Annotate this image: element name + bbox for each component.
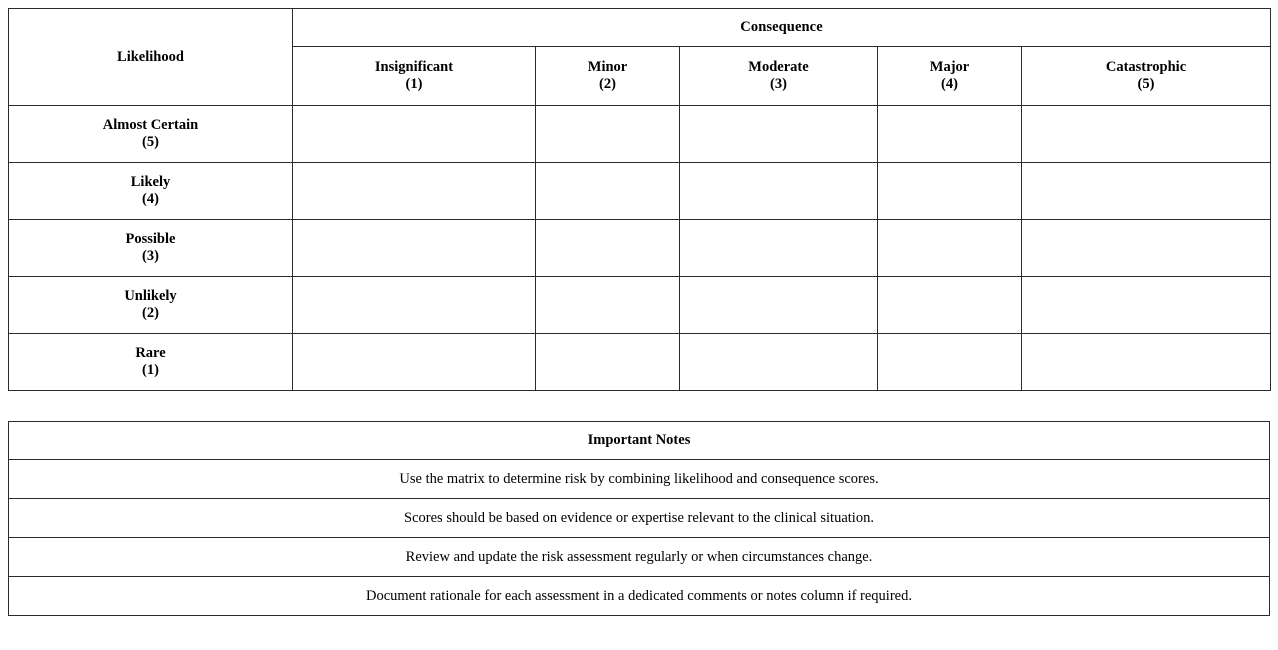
note-item: Review and update the risk assessment regularly or when circumstances change. [9,538,1270,577]
likelihood-row-score: (3) [142,248,159,264]
consequence-column-score: (1) [405,76,423,92]
matrix-cell[interactable] [1022,334,1271,391]
important-notes-header [9,422,1270,460]
matrix-cell[interactable] [293,277,536,334]
likelihood-row-label: Likely [130,174,171,190]
matrix-cell[interactable] [878,277,1022,334]
consequence-column-label: Major [929,59,970,75]
likelihood-row-score: (1) [142,362,159,378]
important-notes-table [8,421,1270,616]
matrix-cell[interactable] [878,163,1022,220]
consequence-column-label: Moderate [748,59,809,75]
likelihood-row-label: Almost Certain [102,117,199,133]
consequence-column-label: Catastrophic [1105,59,1187,75]
consequence-column-label: Insignificant [374,59,454,75]
table-row [9,220,1271,277]
matrix-cell[interactable] [680,334,878,391]
note-item: Document rationale for each assessment in a dedicated comments or notes column if required. [9,577,1270,616]
matrix-cell[interactable] [536,277,680,334]
likelihood-row-possible [9,220,293,277]
matrix-header-row-top [9,9,1271,47]
likelihood-row-rare [9,334,293,391]
matrix-cell[interactable] [1022,163,1271,220]
important-notes-title-row [9,422,1270,460]
table-row [9,106,1271,163]
likelihood-row-unlikely [9,277,293,334]
likelihood-row-score: (5) [142,134,159,150]
matrix-cell[interactable] [878,106,1022,163]
matrix-cell[interactable] [878,334,1022,391]
matrix-cell[interactable] [536,163,680,220]
matrix-header [9,9,1271,106]
consequence-column-major [878,47,1022,106]
note-item: Scores should be based on evidence or expertise relevant to the clinical situation. [9,499,1270,538]
matrix-cell[interactable] [536,220,680,277]
matrix-cell[interactable] [680,106,878,163]
matrix-cell[interactable] [680,163,878,220]
table-row [9,499,1270,538]
matrix-cell[interactable] [536,334,680,391]
likelihood-row-label: Rare [135,345,166,361]
matrix-cell[interactable] [1022,277,1271,334]
matrix-body [9,106,1271,391]
matrix-cell[interactable] [293,220,536,277]
matrix-cell[interactable] [680,220,878,277]
consequence-column-score: (3) [770,76,787,92]
likelihood-row-score: (2) [142,305,159,321]
likelihood-row-score: (4) [142,191,159,207]
matrix-cell[interactable] [293,334,536,391]
matrix-cell[interactable] [1022,106,1271,163]
likelihood-row-label: Possible [125,231,176,247]
consequence-column-catastrophic [1022,47,1271,106]
consequence-header-cell: Consequence [293,9,1271,47]
important-notes-title: Important Notes [9,422,1270,460]
likelihood-row-almost-certain [9,106,293,163]
matrix-cell[interactable] [293,163,536,220]
important-notes-body [9,460,1270,616]
risk-matrix-table-container [8,8,1270,391]
consequence-column-insignificant [293,47,536,106]
matrix-cell[interactable] [1022,220,1271,277]
likelihood-header-cell: Likelihood [9,9,293,106]
matrix-cell[interactable] [680,277,878,334]
matrix-cell[interactable] [878,220,1022,277]
likelihood-row-likely [9,163,293,220]
consequence-column-minor [536,47,680,106]
note-item: Use the matrix to determine risk by combining likelihood and consequence scores. [9,460,1270,499]
table-row [9,163,1271,220]
matrix-cell[interactable] [536,106,680,163]
consequence-column-score: (2) [599,76,616,92]
table-row [9,460,1270,499]
consequence-column-label: Minor [587,59,628,75]
risk-matrix-table [8,8,1271,391]
consequence-column-moderate [680,47,878,106]
table-row [9,277,1271,334]
table-row [9,538,1270,577]
likelihood-row-label: Unlikely [124,288,177,304]
matrix-cell[interactable] [293,106,536,163]
consequence-column-score: (4) [941,76,958,92]
important-notes-container [8,421,1270,616]
table-row [9,334,1271,391]
table-row [9,577,1270,616]
consequence-column-score: (5) [1137,76,1155,92]
